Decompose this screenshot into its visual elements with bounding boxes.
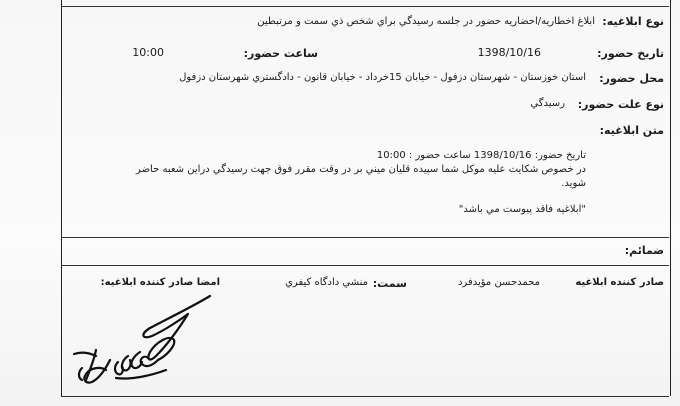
notice-type-value: ابلاغ اخطاريه/احضاريه حضور در جلسه رسيدگي براي شخص ذي سمت و مرتبطين (257, 16, 595, 27)
signature-label: امضا صادر کننده ابلاغيه: (100, 277, 220, 288)
attachments-label: ضمائم: (624, 244, 664, 257)
attendance-date-value: 1398/10/16 (477, 46, 541, 59)
attendance-time-label: ساعت حضور: (243, 47, 318, 60)
handwritten-signature (70, 290, 220, 390)
notice-text-label: متن ابلاغيه: (599, 124, 664, 137)
notice-text-line1: تاريخ حضور: 1398/10/16 ساعت حضور : 10:00 (376, 150, 586, 161)
attendance-place-label: محل حضور: (599, 72, 664, 85)
notice-text-line4: "ابلاغيه فاقد پيوست مي باشد" (458, 204, 586, 215)
attendance-reason-value: رسيدگي (530, 98, 565, 109)
divider-attachments (61, 237, 669, 238)
divider-top (61, 6, 669, 7)
issuer-name: محمدحسن مؤيدفرد (457, 277, 540, 288)
notice-text-line3: شويد. (561, 178, 586, 189)
notice-type-label: نوع ابلاغيه: (602, 15, 664, 28)
attendance-reason-label: نوع علت حضور: (577, 98, 664, 111)
attendance-date-label: تاريخ حضور: (597, 47, 664, 60)
issuer-position-label: سمت: (372, 277, 407, 290)
attendance-time-value: 10:00 (132, 46, 164, 59)
attendance-place-value: استان خوزستان - شهرستان دزفول - خيابان 15خرداد - خيابان قانون - دادگستري شهرستان دزفول (179, 72, 586, 83)
divider-issuer (61, 265, 669, 266)
issuer-label: صادر کننده ابلاغيه (575, 277, 664, 288)
divider-bottom (61, 396, 669, 397)
notice-text-line2: در خصوص شکايت عليه موکل شما سپيده قليان ميني بر در وقت مقرر فوق جهت رسيدگي دراين شعبه حاضر (136, 164, 586, 175)
issuer-position-value: منشي دادگاه کيفري (285, 277, 368, 288)
